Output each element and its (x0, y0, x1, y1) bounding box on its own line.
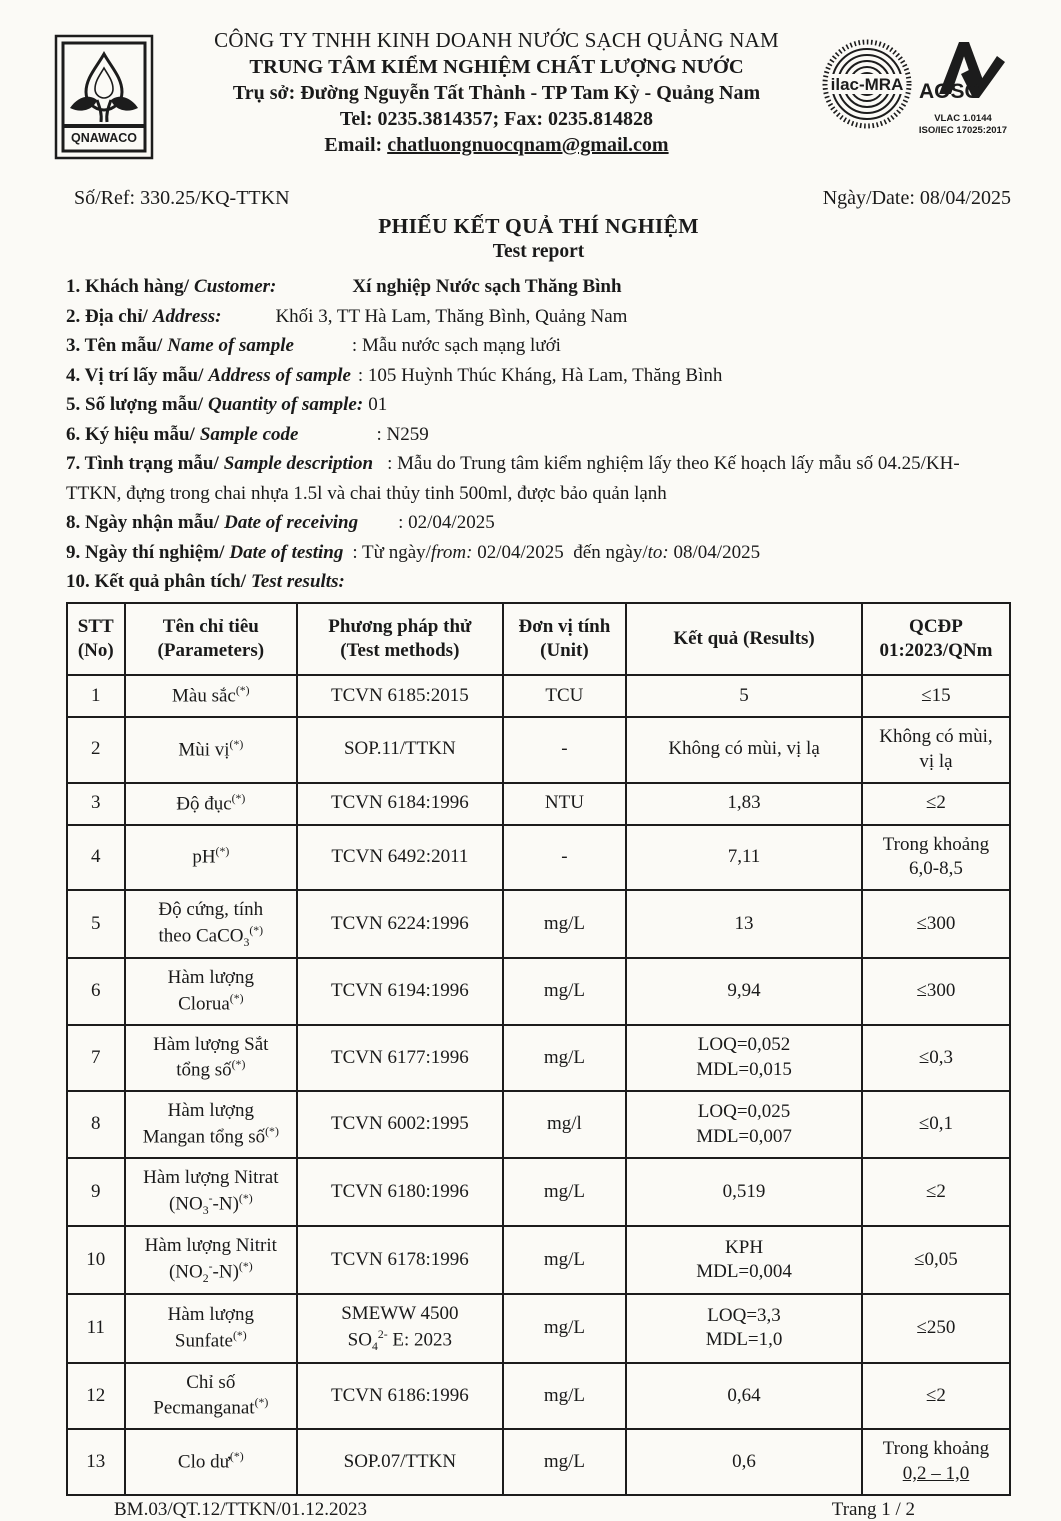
table-row (67, 1025, 1010, 1092)
limit-cell: ≤15 (862, 675, 1010, 717)
limit-cell: ≤0,1 (862, 1091, 1010, 1158)
info-label-vi: 1. Khách hàng/ (66, 276, 190, 297)
info-line (66, 302, 1011, 332)
result-cell: LOQ=0,052 MDL=0,015 (626, 1025, 862, 1092)
row-number-cell: 8 (67, 1091, 125, 1158)
info-label-en: Name of sample (167, 335, 294, 356)
limit-cell: Trong khoảng 0,2 – 1,0 (862, 1429, 1010, 1494)
info-label-vi: 5. Số lượng mẫu/ (66, 394, 204, 415)
letterhead (172, 26, 821, 157)
report-header (66, 26, 1011, 165)
row-number-cell: 6 (67, 958, 125, 1025)
parameter-cell: Clo dư(*) (125, 1429, 298, 1494)
info-line (66, 272, 1011, 302)
page-number: Trang 1 / 2 (831, 1498, 915, 1520)
row-number-cell: 2 (67, 717, 125, 782)
info-value: : 02/04/2025 (398, 512, 495, 533)
unit-cell: - (503, 825, 627, 890)
parameter-cell: Chỉ số Pecmanganat(*) (125, 1363, 298, 1430)
info-label-vi: 6. Ký hiệu mẫu/ (66, 423, 195, 445)
method-cell: TCVN 6178:1996 (297, 1226, 503, 1294)
email-line (172, 134, 821, 157)
column-header-method: Phương pháp thử (Test methods) (297, 603, 503, 676)
row-number-cell: 7 (67, 1025, 125, 1092)
parameter-cell: Hàm lượng Nitrat $(NO_3^--N)^{(*)}$ (125, 1158, 298, 1226)
email-address: chatluongnuocqnam@gmail.com (387, 134, 669, 156)
row-number-cell: 12 (67, 1363, 125, 1430)
limit-cell: ≤2 (862, 1363, 1010, 1430)
parameter-cell: Độ cứng, tính theo CaCO$_3$(*) (125, 890, 298, 958)
row-number-cell: 11 (67, 1294, 125, 1362)
report-date: Ngày/Date: 08/04/2025 (822, 187, 1011, 209)
result-cell: 1,83 (626, 783, 862, 825)
method-cell: SMEWW 4500 $SO_4^{2-}$ E: 2023 (297, 1294, 503, 1362)
aosc-mark (917, 36, 1009, 137)
limit-cell: ≤2 (862, 783, 1010, 825)
page-title: PHIẾU KẾT QUẢ THÍ NGHIỆM (378, 214, 699, 238)
info-label-vi: 2. Địa chỉ/ (66, 305, 148, 327)
unit-cell: mg/L (503, 1158, 627, 1226)
sample-info-list (66, 272, 1011, 597)
info-label-vi: 10. Kết quả phân tích/ (66, 571, 247, 592)
table-row (67, 675, 1010, 717)
unit-cell: NTU (503, 783, 627, 825)
table-row (67, 717, 1010, 782)
limit-cell: Trong khoảng 6,0-8,5 (862, 825, 1010, 890)
column-header-limit: QCĐP 01:2023/QNm (862, 603, 1010, 676)
results-table-header (67, 603, 1010, 676)
method-cell: TCVN 6002:1995 (297, 1091, 503, 1158)
limit-cell: ≤0,05 (862, 1226, 1010, 1294)
result-cell: 5 (626, 675, 862, 717)
info-value: : N259 (376, 423, 429, 445)
info-line (66, 331, 1011, 361)
info-value: : Mẫu do Trung tâm kiểm nghiệm lấy theo Kế hoạch lấy mẫu số 04.25/KH-TTKN, đựng trong chai nhựa 1.5l và chai thủy tinh 500ml, được bảo quản lạnh (66, 453, 960, 504)
info-value: Khối 3, TT Hà Lam, Thăng Bình, Quảng Nam (275, 305, 628, 327)
unit-cell: mg/l (503, 1091, 627, 1158)
info-value: : Mẫu nước sạch mạng lưới (351, 335, 561, 356)
table-row (67, 1294, 1010, 1362)
page-footer (66, 1499, 1011, 1521)
info-value: 01 (368, 394, 388, 415)
row-number-cell: 3 (67, 783, 125, 825)
unit-cell: mg/L (503, 1429, 627, 1494)
info-value: : 105 Huỳnh Thúc Kháng, Hà Lam, Thăng Bình (357, 364, 723, 386)
table-row (67, 825, 1010, 890)
result-cell: LOQ=3,3 MDL=1,0 (626, 1294, 862, 1362)
unit-cell: mg/L (503, 890, 627, 958)
column-header-parameter: Tên chỉ tiêu (Parameters) (125, 603, 298, 676)
row-number-cell: 13 (67, 1429, 125, 1494)
row-number-cell: 10 (67, 1226, 125, 1294)
limit-cell: ≤300 (862, 890, 1010, 958)
info-line (66, 567, 1011, 597)
qnawaco-logo-icon (54, 26, 172, 165)
method-cell: TCVN 6184:1996 (297, 783, 503, 825)
info-label-vi: 8. Ngày nhận mẫu/ (66, 512, 220, 533)
parameter-cell: Màu sắc(*) (125, 675, 298, 717)
unit-cell: mg/L (503, 1226, 627, 1294)
info-line (66, 449, 1011, 508)
info-label-vi: 4. Vị trí lấy mẫu/ (66, 364, 204, 386)
tel-fax: Tel: 0235.3814357; Fax: 0235.814828 (339, 108, 654, 130)
row-number-cell: 4 (67, 825, 125, 890)
aosc-icon (917, 36, 1009, 108)
result-cell: Không có mùi, vị lạ (626, 717, 862, 782)
unit-cell: mg/L (503, 958, 627, 1025)
info-label-vi: 3. Tên mẫu/ (66, 335, 163, 356)
info-label-en: Sample code (199, 423, 299, 445)
method-cell: SOP.07/TTKN (297, 1429, 503, 1494)
method-cell: TCVN 6194:1996 (297, 958, 503, 1025)
form-code: BM.03/QT.12/TTKN/01.12.2023 (114, 1498, 367, 1520)
result-cell: 13 (626, 890, 862, 958)
results-table (66, 602, 1011, 1496)
limit-cell: ≤2 (862, 1158, 1010, 1226)
accreditation-marks (821, 26, 1011, 137)
office-address: Trụ sở: Đường Nguyễn Tất Thành - TP Tam Kỳ - Quảng Nam (232, 82, 761, 104)
ref-number: Số/Ref: 330.25/KQ-TTKN (74, 187, 290, 209)
unit-cell: TCU (503, 675, 627, 717)
column-header-no: STT (No) (67, 603, 125, 676)
info-label-en: Date of receiving (224, 512, 359, 533)
info-value: : Từ ngày/from: 02/04/2025 đến ngày/to: 08/04/2025 (352, 541, 761, 563)
result-cell: 0,519 (626, 1158, 862, 1226)
result-cell: 7,11 (626, 825, 862, 890)
table-row (67, 783, 1010, 825)
row-number-cell: 1 (67, 675, 125, 717)
unit-cell: mg/L (503, 1025, 627, 1092)
info-label-en: Address: (152, 305, 222, 327)
info-line (66, 361, 1011, 391)
limit-cell: ≤250 (862, 1294, 1010, 1362)
aosc-iso-standard: ISO/IEC 17025:2017 (918, 124, 1008, 136)
info-label-vi: 9. Ngày thí nghiệm/ (66, 541, 225, 563)
info-label-en: Address of sample (208, 364, 351, 386)
info-value: Xí nghiệp Nước sạch Thăng Bình (352, 276, 622, 297)
email-label: Email: (324, 134, 383, 156)
table-row (67, 1158, 1010, 1226)
results-table-body (67, 675, 1010, 1494)
limit-cell: Không có mùi, vị lạ (862, 717, 1010, 782)
column-header-unit: Đơn vị tính (Unit) (503, 603, 627, 676)
result-cell: 0,6 (626, 1429, 862, 1494)
result-cell: LOQ=0,025 MDL=0,007 (626, 1091, 862, 1158)
method-cell: TCVN 6224:1996 (297, 890, 503, 958)
result-cell: 0,64 (626, 1363, 862, 1430)
method-cell: TCVN 6180:1996 (297, 1158, 503, 1226)
center-name: TRUNG TÂM KIỂM NGHIỆM CHẤT LƯỢNG NƯỚC (249, 56, 744, 78)
limit-cell: ≤0,3 (862, 1025, 1010, 1092)
aosc-vlac-number: VLAC 1.0144 (934, 113, 992, 124)
info-line (66, 538, 1011, 568)
row-number-cell: 9 (67, 1158, 125, 1226)
column-header-result: Kết quả (Results) (626, 603, 862, 676)
table-row (67, 890, 1010, 958)
method-cell: TCVN 6186:1996 (297, 1363, 503, 1430)
table-row (67, 1091, 1010, 1158)
aosc-label: AOSC (919, 80, 980, 103)
table-row (67, 1363, 1010, 1430)
table-row (67, 1226, 1010, 1294)
company-name: CÔNG TY TNHH KINH DOANH NƯỚC SẠCH QUẢNG NAM (214, 28, 779, 52)
ilac-mra-label: ilac-MRA (830, 75, 904, 94)
qnawaco-logo-label: QNAWACO (71, 131, 137, 145)
ilac-mra-icon (821, 36, 913, 137)
parameter-cell: Mùi vị(*) (125, 717, 298, 782)
method-cell: TCVN 6185:2015 (297, 675, 503, 717)
method-cell: TCVN 6177:1996 (297, 1025, 503, 1092)
info-label-en: Sample description (223, 453, 374, 474)
info-label-en: Date of testing (229, 541, 344, 563)
unit-cell: - (503, 717, 627, 782)
parameter-cell: pH(*) (125, 825, 298, 890)
row-number-cell: 5 (67, 890, 125, 958)
parameter-cell: Hàm lượng Sunfate(*) (125, 1294, 298, 1362)
table-row (67, 958, 1010, 1025)
info-label-en: Customer: (194, 276, 277, 297)
unit-cell: mg/L (503, 1363, 627, 1430)
parameter-cell: Hàm lượng Nitrit $(NO_2^--N)^{(*)}$ (125, 1226, 298, 1294)
result-cell: 9,94 (626, 958, 862, 1025)
info-label-vi: 7. Tình trạng mẫu/ (66, 453, 219, 474)
result-cell: KPH MDL=0,004 (626, 1226, 862, 1294)
parameter-cell: Hàm lượng Sắt tổng số(*) (125, 1025, 298, 1092)
parameter-cell: Hàm lượng Clorua(*) (125, 958, 298, 1025)
page-subtitle: Test report (492, 241, 585, 262)
parameter-cell: Độ đục(*) (125, 783, 298, 825)
unit-cell: mg/L (503, 1294, 627, 1362)
method-cell: TCVN 6492:2011 (297, 825, 503, 890)
limit-cell: ≤300 (862, 958, 1010, 1025)
info-label-en: Quantity of sample: (208, 394, 364, 415)
info-line (66, 420, 1011, 450)
info-line (66, 508, 1011, 538)
table-row (67, 1429, 1010, 1494)
meta-row (66, 187, 1011, 210)
method-cell: SOP.11/TTKN (297, 717, 503, 782)
parameter-cell: Hàm lượng Mangan tổng số(*) (125, 1091, 298, 1158)
info-label-en: Test results: (251, 571, 345, 592)
info-line (66, 390, 1011, 420)
